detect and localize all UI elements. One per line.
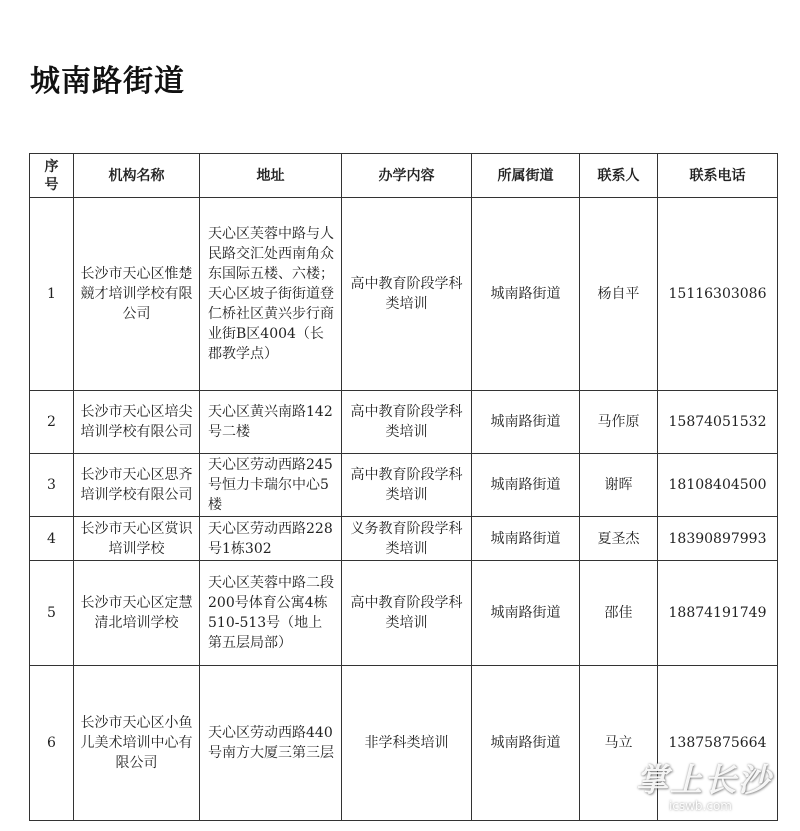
header-phone: 联系电话 bbox=[658, 154, 778, 198]
cell-address: 天心区劳动西路228号1栋302 bbox=[200, 517, 342, 561]
cell-seq: 5 bbox=[30, 561, 74, 666]
header-address: 地址 bbox=[200, 154, 342, 198]
cell-name: 长沙市天心区惟楚競才培训学校有限公司 bbox=[74, 198, 200, 391]
cell-street: 城南路街道 bbox=[472, 198, 580, 391]
table-row bbox=[30, 391, 778, 454]
cell-contact: 杨自平 bbox=[580, 198, 658, 391]
cell-seq: 3 bbox=[30, 454, 74, 517]
cell-contact: 马立 bbox=[580, 666, 658, 821]
cell-seq: 6 bbox=[30, 666, 74, 821]
cell-seq: 4 bbox=[30, 517, 74, 561]
cell-phone: 13875875664 bbox=[658, 666, 778, 821]
cell-content: 高中教育阶段学科类培训 bbox=[342, 561, 472, 666]
header-content: 办学内容 bbox=[342, 154, 472, 198]
cell-contact: 谢晖 bbox=[580, 454, 658, 517]
table-row bbox=[30, 454, 778, 517]
cell-contact: 夏圣杰 bbox=[580, 517, 658, 561]
cell-phone: 18108404500 bbox=[658, 454, 778, 517]
cell-phone: 18874191749 bbox=[658, 561, 778, 666]
cell-content: 高中教育阶段学科类培训 bbox=[342, 454, 472, 517]
institution-table bbox=[29, 153, 778, 821]
cell-street: 城南路街道 bbox=[472, 561, 580, 666]
cell-name: 长沙市天心区定慧清北培训学校 bbox=[74, 561, 200, 666]
table-header-row bbox=[30, 154, 778, 198]
header-name: 机构名称 bbox=[74, 154, 200, 198]
page-title: 城南路街道 bbox=[30, 64, 185, 99]
table-row bbox=[30, 561, 778, 666]
cell-name: 长沙市天心区小鱼儿美术培训中心有限公司 bbox=[74, 666, 200, 821]
cell-phone: 15874051532 bbox=[658, 391, 778, 454]
cell-street: 城南路街道 bbox=[472, 666, 580, 821]
cell-content: 义务教育阶段学科类培训 bbox=[342, 517, 472, 561]
cell-contact: 马作原 bbox=[580, 391, 658, 454]
cell-name: 长沙市天心区赏识培训学校 bbox=[74, 517, 200, 561]
watermark-domain: icswb.com bbox=[668, 799, 732, 813]
cell-address: 天心区劳动西路440号南方大厦三第三层 bbox=[200, 666, 342, 821]
cell-seq: 2 bbox=[30, 391, 74, 454]
cell-address: 天心区黄兴南路142号二楼 bbox=[200, 391, 342, 454]
cell-street: 城南路街道 bbox=[472, 391, 580, 454]
cell-content: 非学科类培训 bbox=[342, 666, 472, 821]
cell-content: 高中教育阶段学科类培训 bbox=[342, 391, 472, 454]
cell-phone: 18390897993 bbox=[658, 517, 778, 561]
cell-address: 天心区劳动西路245号恒力卡瑞尔中心5楼 bbox=[200, 454, 342, 517]
cell-content: 高中教育阶段学科类培训 bbox=[342, 198, 472, 391]
cell-contact: 邵佳 bbox=[580, 561, 658, 666]
table-row bbox=[30, 666, 778, 821]
cell-phone: 15116303086 bbox=[658, 198, 778, 391]
cell-address: 天心区芙蓉中路二段200号体育公寓4栋510-513号（地上第五层局部） bbox=[200, 561, 342, 666]
table-row bbox=[30, 517, 778, 561]
watermark-logo-text: 掌上长沙 bbox=[635, 761, 772, 799]
cell-name: 长沙市天心区思齐培训学校有限公司 bbox=[74, 454, 200, 517]
table-row bbox=[30, 198, 778, 391]
header-contact: 联系人 bbox=[580, 154, 658, 198]
cell-seq: 1 bbox=[30, 198, 74, 391]
cell-street: 城南路街道 bbox=[472, 517, 580, 561]
header-seq: 序号 bbox=[30, 154, 74, 198]
cell-street: 城南路街道 bbox=[472, 454, 580, 517]
cell-name: 长沙市天心区培尖培训学校有限公司 bbox=[74, 391, 200, 454]
header-street: 所属街道 bbox=[472, 154, 580, 198]
cell-address: 天心区芙蓉中路与人民路交汇处西南角众东国际五楼、六楼；天心区坡子街街道登仁桥社区黄兴步行商业街B区4004（长郡教学点） bbox=[200, 198, 342, 391]
